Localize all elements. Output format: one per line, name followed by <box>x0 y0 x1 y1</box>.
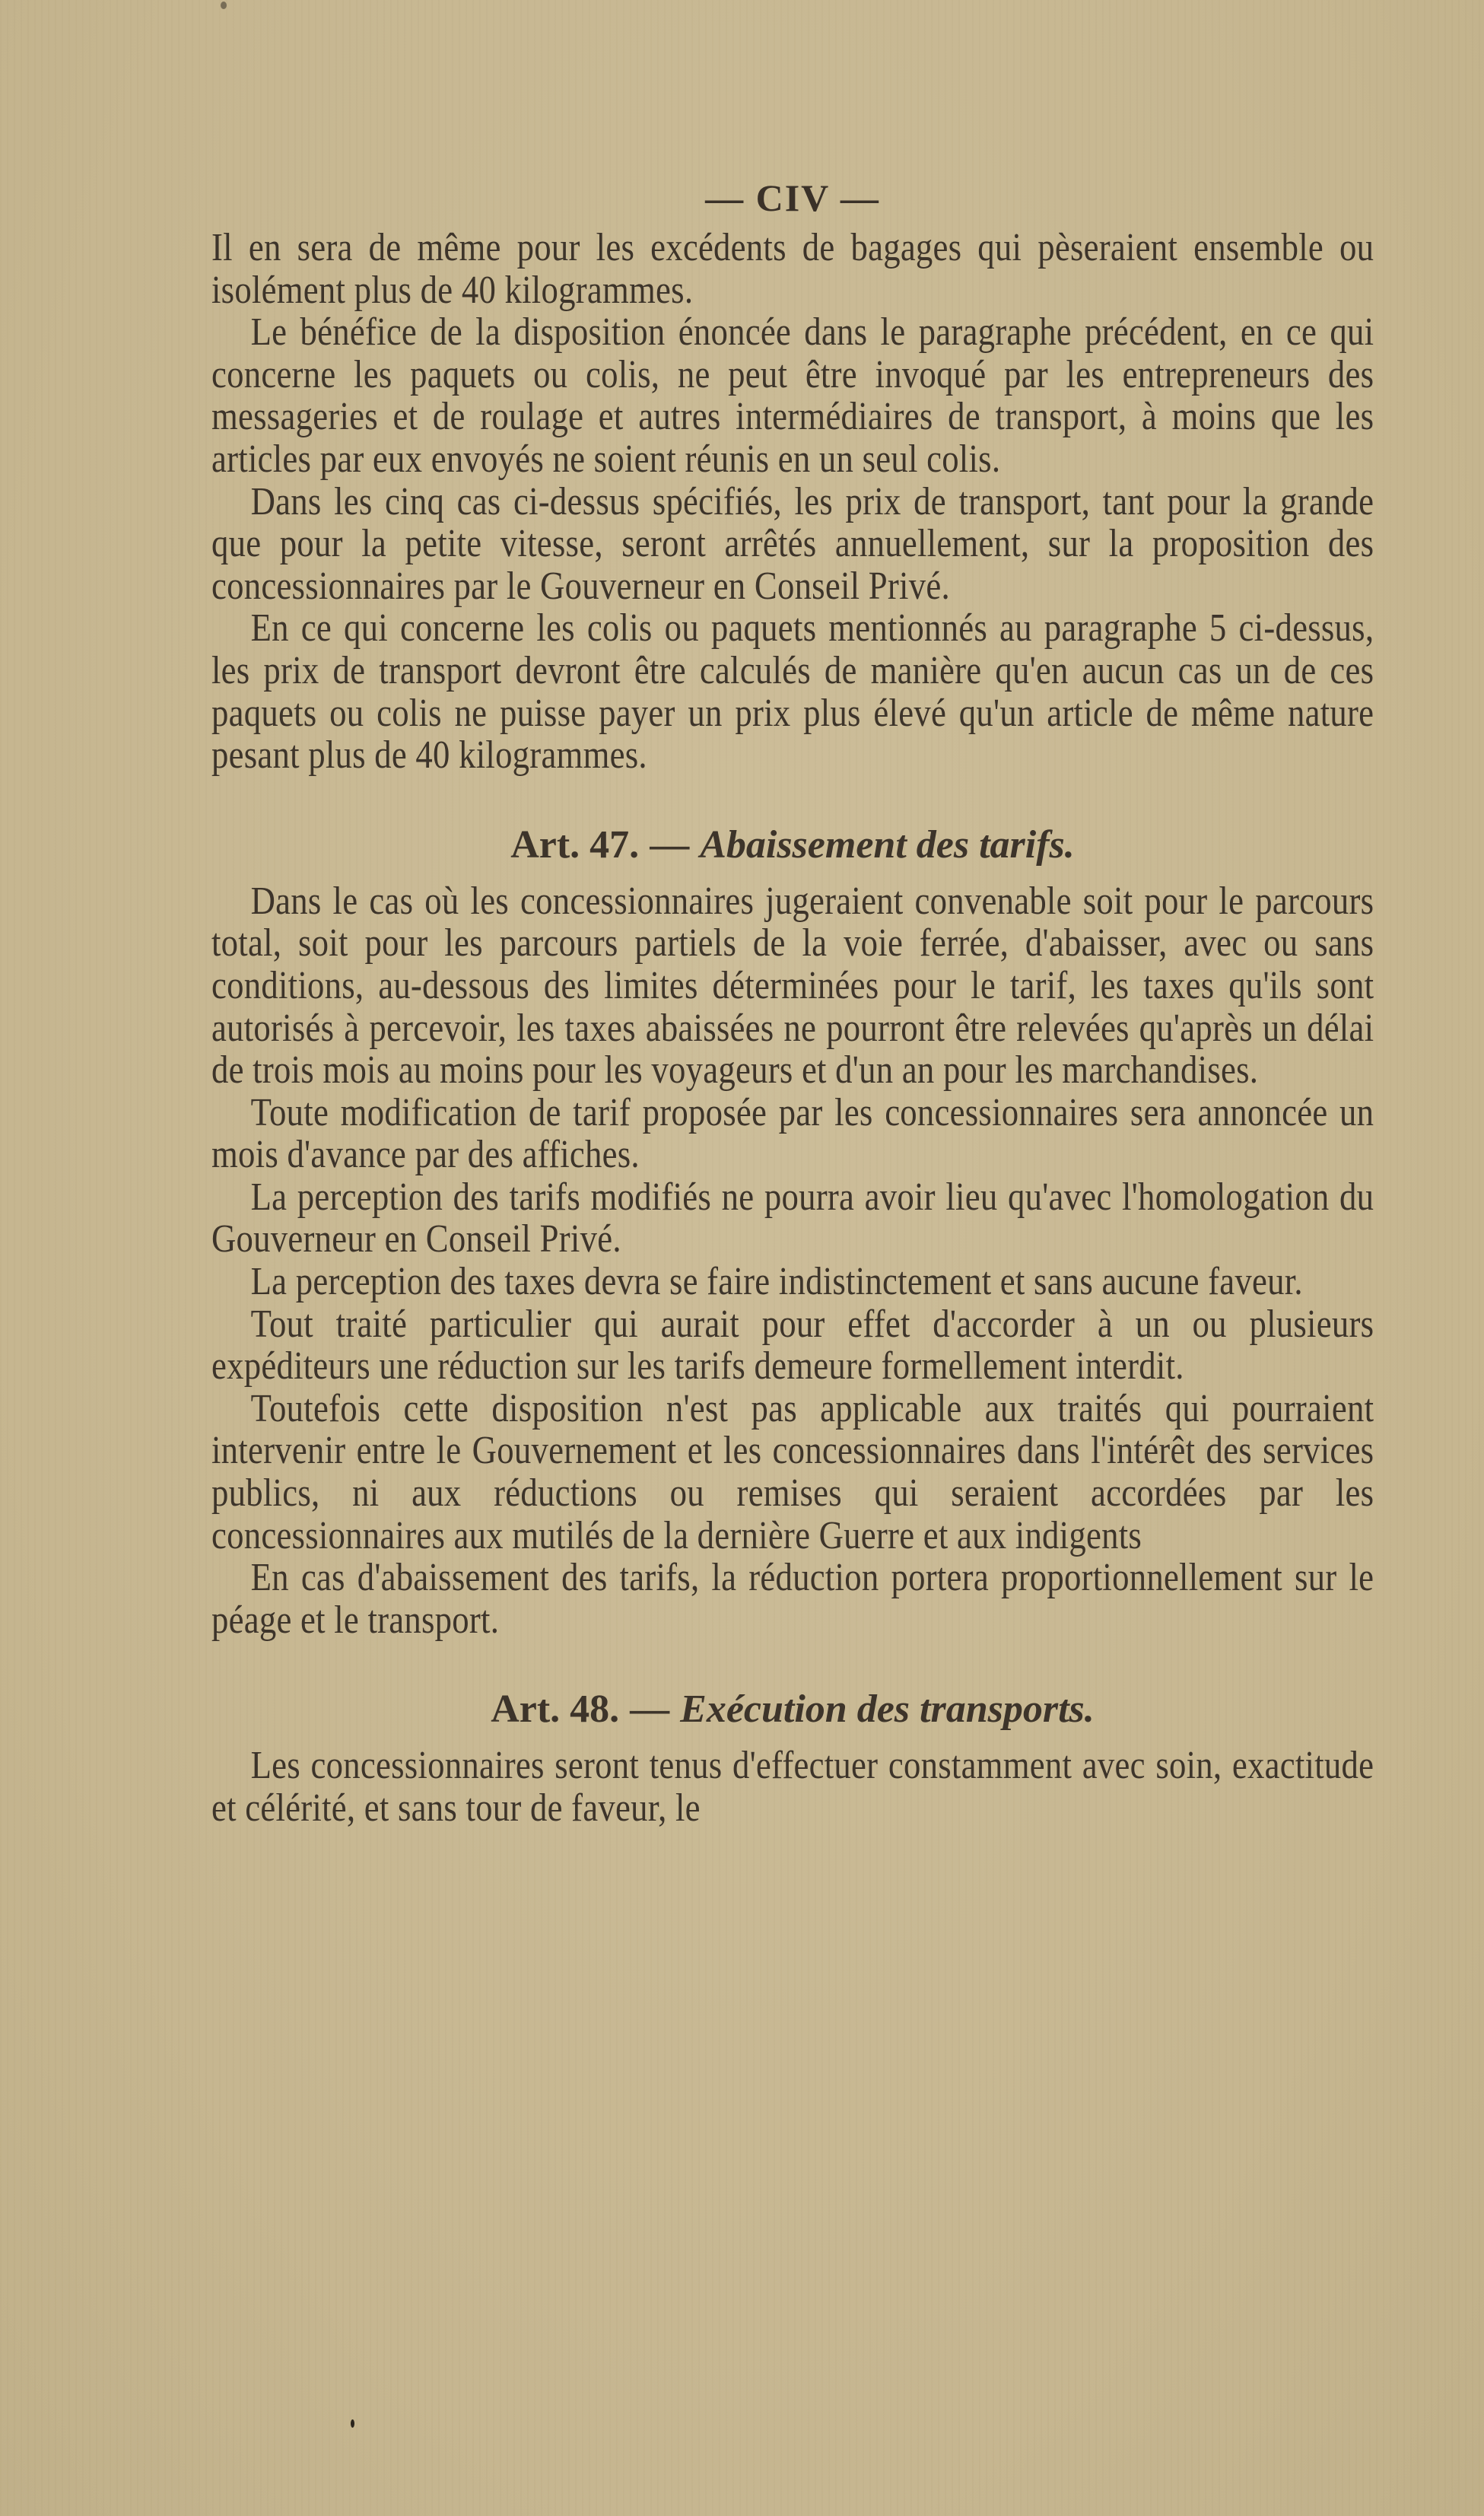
article-title: Exécution des transports. <box>680 1687 1095 1732</box>
paragraph: Tout traité particulier qui aurait pour effet d'accorder à un ou plusieurs expéditeurs une réduction sur les tarifs demeure formellement interdit. <box>211 1302 1374 1388</box>
article-separator: — <box>650 822 690 867</box>
article-48 <box>211 1687 1374 1829</box>
article-heading <box>211 1687 1374 1732</box>
paragraph: En ce qui concerne les colis ou paquets mentionnés au paragraphe 5 ci-dessus, les prix de transport devront être calculés de manière qu'en aucun cas un de ces paquets ou colis ne puisse payer un prix plus élevé qu'un article de même nature pesant plus de 40 kilogrammes. <box>211 606 1374 778</box>
paragraph: Dans le cas où les concessionnaires jugeraient convenable soit pour le parcours total, soit pour les parcours partiels de la voie ferrée, d'abaisser, avec ou sans conditions, au-dessous des limites déterminées pour le tarif, les taxes qu'ils sont autorisés à percevoir, les taxes abaissées ne pourront être relevées qu'après un délai de trois mois au moins pour les voyageurs et d'un an pour les marchandises. <box>211 879 1374 1093</box>
article-47 <box>211 822 1374 1642</box>
paragraph: Il en sera de même pour les excédents de bagages qui pèseraient ensemble ou isolément plus de 40 kilogrammes. <box>211 226 1374 312</box>
ink-speck-top <box>221 2 227 9</box>
article-heading <box>211 822 1374 868</box>
article-number: Art. 48. <box>491 1687 620 1732</box>
paragraph: Toutefois cette disposition n'est pas applicable aux traités qui pourraient intervenir entre le Gouvernement et les concessionnaires dans l'intérêt des services publics, ni aux réductions ou remises qui seraient accordées par les concessionnaires aux mutilés de la dernière Guerre et aux indigents <box>211 1386 1374 1557</box>
article-title: Abaissement des tarifs. <box>700 822 1075 867</box>
paragraph: Toute modification de tarif proposée par les concessionnaires sera annoncée un mois d'avance par des affiches. <box>211 1090 1374 1177</box>
ink-speck-bottom <box>351 2419 354 2428</box>
page-number: — CIV — <box>705 177 880 219</box>
paragraph: Les concessionnaires seront tenus d'effectuer constamment avec soin, exactitude et célérité, et sans tour de faveur, le <box>211 1744 1374 1830</box>
paragraph: La perception des taxes devra se faire indistinctement et sans aucune faveur. <box>250 1260 1303 1304</box>
paragraph: En cas d'abaissement des tarifs, la réduction portera proportionnellement sur le péage et le transport. <box>211 1556 1374 1642</box>
paragraph: Dans les cinq cas ci-dessus spécifiés, les prix de transport, tant pour la grande que pour la petite vitesse, seront arrêtés annuellement, sur la proposition des concessionnaires par le Gouverneur en Conseil Privé. <box>211 479 1374 608</box>
opening-section <box>211 227 1374 777</box>
document-page <box>211 175 1374 1830</box>
article-separator: — <box>630 1687 670 1732</box>
article-number: Art. 47. <box>510 822 640 867</box>
paragraph: Le bénéfice de la disposition énoncée dans le paragraphe précédent, en ce qui concerne les paquets ou colis, ne peut être invoqué par les entrepreneurs des messageries et de roulage et autres intermédiaires de transport, à moins que les articles par eux envoyés ne soient réunis en un seul colis. <box>211 310 1374 481</box>
paragraph: La perception des tarifs modifiés ne pourra avoir lieu qu'avec l'homologation du Gouverneur en Conseil Privé. <box>211 1175 1374 1261</box>
